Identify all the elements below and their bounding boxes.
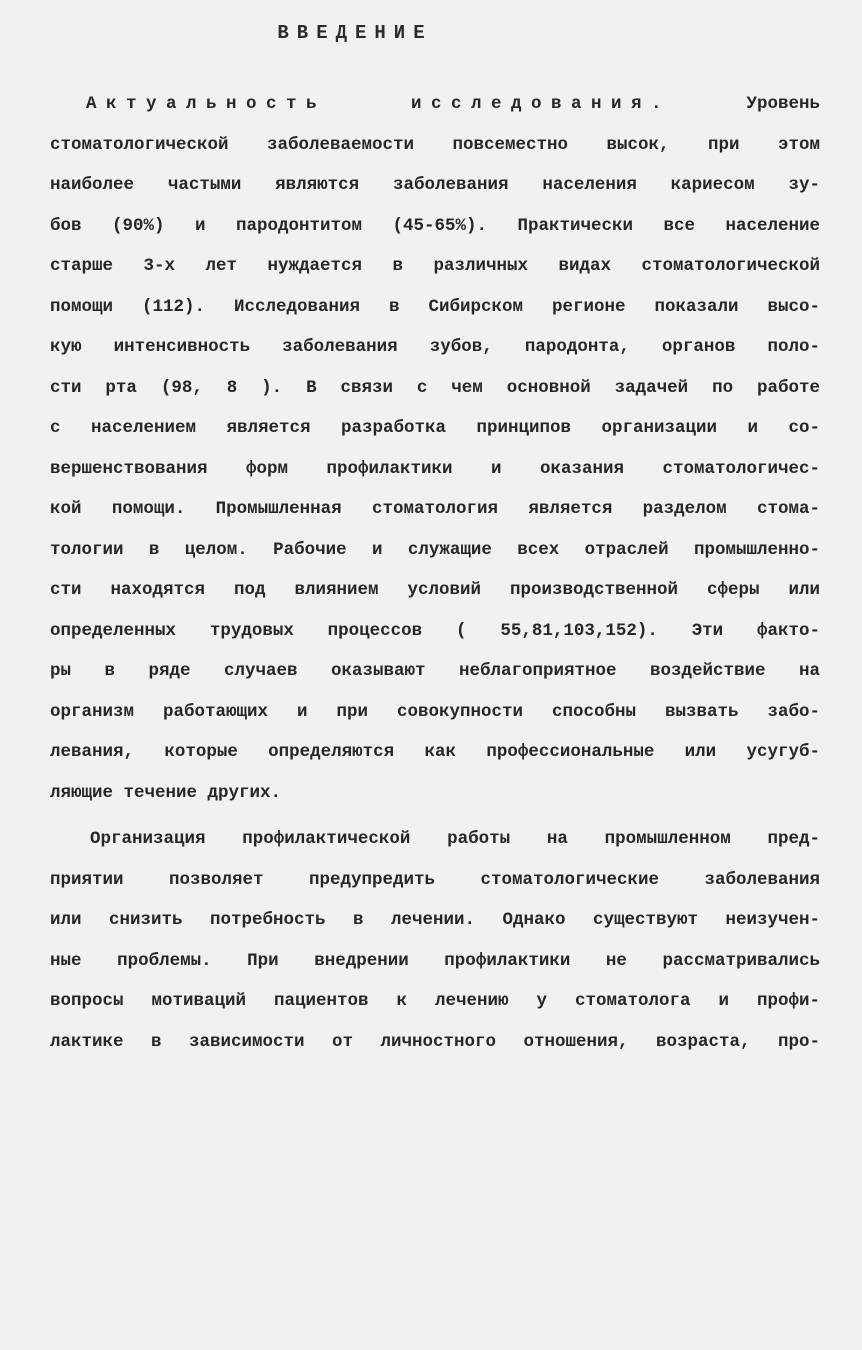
paragraph-line: вершенствования форм профилактики и оказания стоматологичес- [50, 458, 820, 479]
paragraph-line: сти рта (98, 8 ). В связи с чем основной задачей по работе [50, 377, 820, 398]
line-text: Уровень [671, 94, 820, 114]
paragraph-line: Организация профилактической работы на промышленном пред- [90, 829, 820, 849]
page-heading: ВВЕДЕНИЕ [277, 22, 433, 44]
paragraph-line: бов (90%) и пародонтитом (45-65%). Практически все население [50, 215, 820, 236]
paragraph-line: тологии в целом. Рабочие и служащие всех отраслей промышленно- [50, 539, 820, 560]
paragraph-line: кой помощи. Промышленная стоматология является разделом стома- [50, 499, 820, 519]
paragraph-line: левания, которые определяются как профессиональные или усугуб- [50, 742, 820, 762]
paragraph-line: старше 3-х лет нуждается в различных видах стоматологической [50, 256, 820, 276]
paragraph-line: организм работающих и при совокупности способны вызвать забо- [50, 701, 820, 722]
paragraph-line: сти находятся под влиянием условий производственной сферы или [50, 580, 820, 600]
paragraph-line: ляющие течение других. [50, 782, 282, 803]
body-text [50, 84, 820, 1062]
paragraph-line [50, 84, 820, 125]
paragraph-line: с населением является разработка принципов организации и со- [50, 418, 820, 438]
paragraph-line: помощи (112). Исследования в Сибирском регионе показали высо- [50, 296, 820, 317]
paragraph-line: стоматологической заболеваемости повсеместно высок, при этом [50, 134, 820, 155]
paragraph-line: кую интенсивность заболевания зубов, пародонта, органов поло- [50, 337, 820, 357]
paragraph-line: ры в ряде случаев оказывают неблагоприятное воздействие на [50, 661, 820, 681]
paragraph-line: ные проблемы. При внедрении профилактики не рассматривались [50, 950, 820, 971]
paragraph-line: вопросы мотиваций пациентов к лечению у стоматолога и профи- [50, 991, 820, 1011]
paragraph-line: определенных трудовых процессов ( 55,81,103,152). Эти факто- [50, 620, 820, 641]
paragraph-line: лактике в зависимости от личностного отношения, возраста, про- [50, 1031, 820, 1052]
paragraph-line: приятии позволяет предупредить стоматологические заболевания [50, 869, 820, 890]
paragraph-line: или снизить потребность в лечении. Однако существуют неизучен- [50, 910, 820, 930]
lead-phrase: Актуальность исследования. [86, 94, 672, 114]
paragraph-line: наиболее частыми являются заболевания населения кариесом зу- [50, 175, 820, 195]
